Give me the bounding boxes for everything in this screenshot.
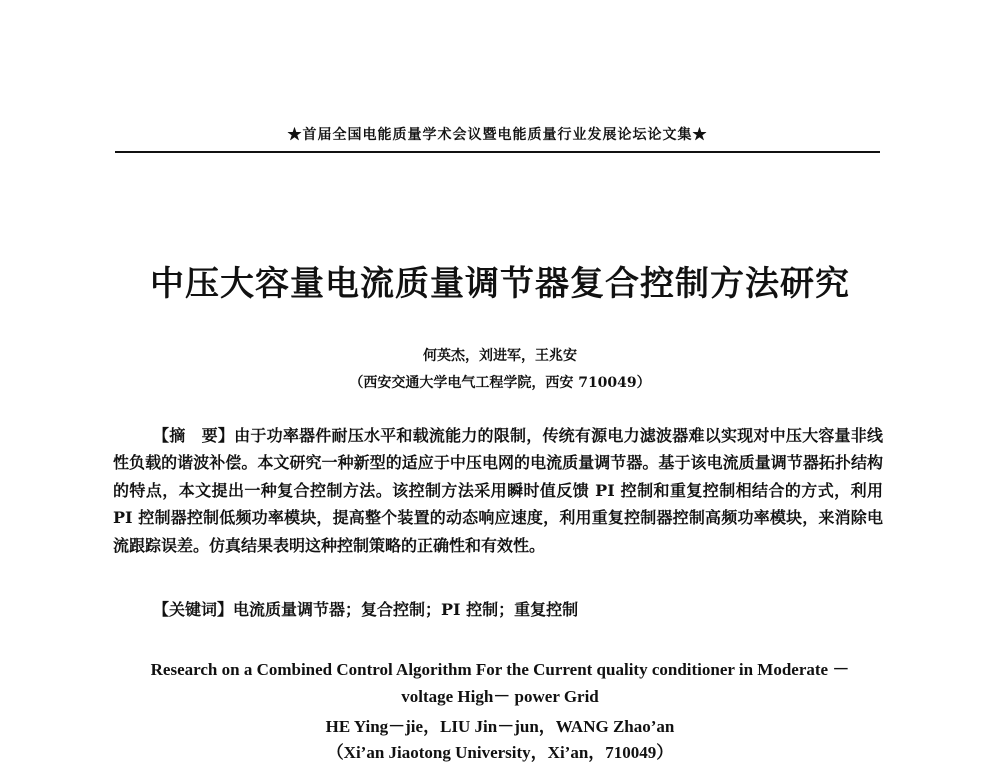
- abstract-text: 由于功率器件耐压水平和载流能力的限制，传统有源电力滤波器难以实现对中压大容量非线性负载的谐波补偿。本文研究一种新型的适应于中压电网的电流质量调节器。基于该电流质量调节器拓扑结构的特点，本文提出一种复合控制方法。该控制方法采用瞬时值反馈 PI 控制和重复控制相结合的方式，利用 PI 控制器控制低频功率模块，提高整个装置的动态响应速度，利用重复控制器控制高频功率模块，来消除电流跟踪误差。仿真结果表明这种控制策略的正确性和有效性。: [113, 426, 883, 555]
- header-rule: [115, 151, 880, 153]
- english-title: [100, 656, 900, 710]
- abstract-label: 【摘 要】: [153, 426, 235, 445]
- authors: 何英杰，刘进军，王兆安: [423, 348, 577, 364]
- affiliation: （西安交通大学电气工程学院，西安 710049）: [349, 375, 651, 391]
- abstract: [113, 422, 883, 559]
- paper-title: 中压大容量电流质量调节器复合控制方法研究: [150, 264, 850, 304]
- english-authors: HE Ying－jie，LIU Jin－jun，WANG Zhao’an: [325, 717, 675, 736]
- english-title-line1: Research on a Combined Control Algorithm For the Current quality conditioner in Moderate －: [150, 660, 850, 679]
- keywords-label: 【关键词】: [153, 600, 234, 619]
- running-header: ★首届全国电能质量学术会议暨电能质量行业发展论坛论文集★: [287, 127, 708, 143]
- english-affiliation: （Xi’an Jiaotong University，Xi’an，710049）: [326, 743, 674, 762]
- keywords: [153, 596, 883, 623]
- keywords-text: 电流质量调节器；复合控制；PI 控制；重复控制: [233, 600, 579, 619]
- english-title-line2: voltage High－ power Grid: [401, 687, 599, 706]
